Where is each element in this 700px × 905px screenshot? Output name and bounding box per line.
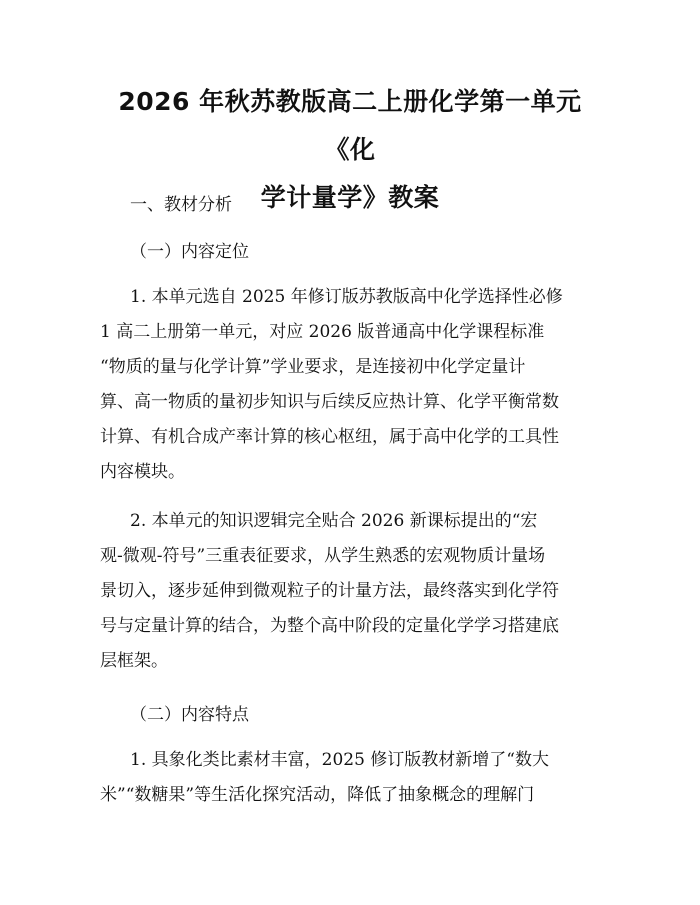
paragraph-1-line: 算、高一物质的量初步知识与后续反应热计算、化学平衡常数 [100, 392, 559, 412]
title-line-1: 2026 年秋苏教版高二上册化学第一单元《化 [118, 87, 582, 164]
paragraph-2-line: 号与定量计算的结合，为整个高中阶段的定量化学学习搭建底 [100, 616, 559, 636]
paragraph-1-line: 计算、有机合成产率计算的核心枢纽，属于高中化学的工具性 [100, 427, 559, 447]
paragraph-1 [100, 280, 600, 490]
paragraph-2-line: 景切入，逐步延伸到微观粒子的计量方法，最终落实到化学符 [100, 581, 559, 601]
paragraph-1-line: 内容模块。 [100, 462, 185, 482]
section-heading-1: 一、教材分析 [130, 195, 232, 215]
paragraph-3 [100, 743, 600, 813]
subsection-heading-content-features: （二）内容特点 [130, 705, 249, 725]
paragraph-2-line: 观-微观-符号”三重表征要求，从学生熟悉的宏观物质计量场 [100, 546, 546, 566]
title-line-2: 学计量学》教案 [260, 183, 440, 212]
paragraph-2-line: 层框架。 [100, 651, 168, 671]
paragraph-1-line: 1 高二上册第一单元，对应 2026 版普通高中化学课程标准 [100, 322, 545, 342]
subsection-heading-content-position: （一）内容定位 [130, 242, 249, 262]
paragraph-1-line: “物质的量与化学计算”学业要求，是连接初中化学定量计 [100, 357, 526, 377]
paragraph-1-line: 1. 本单元选自 2025 年修订版苏教版高中化学选择性必修 [130, 287, 563, 307]
paragraph-2-line: 2. 本单元的知识逻辑完全贴合 2026 新课标提出的“宏 [130, 511, 538, 531]
paragraph-2 [100, 504, 600, 679]
paragraph-3-line: 米”“数糖果”等生活化探究活动，降低了抽象概念的理解门 [100, 785, 535, 805]
paragraph-3-line: 1. 具象化类比素材丰富，2025 修订版教材新增了“数大 [130, 750, 549, 770]
